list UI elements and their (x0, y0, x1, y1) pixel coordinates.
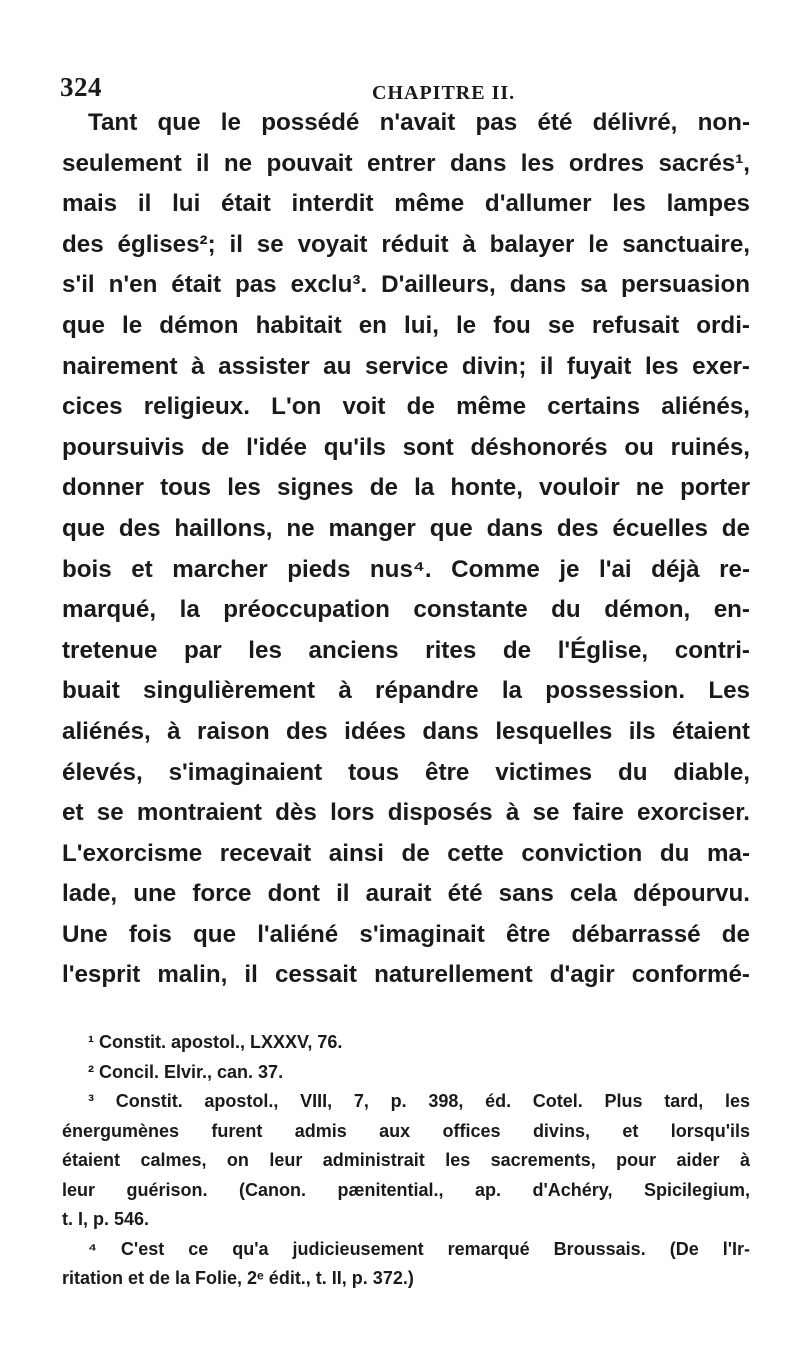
footnote-3-continued: énergumènes furent admis aux offices divins, et lorsqu'ils (62, 1120, 750, 1141)
body-line: L'exorcisme recevait ainsi de cette conviction du ma- (62, 839, 750, 867)
body-line: seulement il ne pouvait entrer dans les ordres sacrés¹, (62, 149, 750, 177)
footnote-3-continued: étaient calmes, on leur administrait les sacrements, pour aider à (62, 1150, 750, 1170)
body-line: nairement à assister au service divin; il fuyait les exer- (62, 352, 750, 380)
footnote-4-continued: ritation et de la Folie, 2ᵉ édit., t. II, p. 372.) (62, 1268, 414, 1288)
body-line: mais il lui était interdit même d'allumer les lampes (62, 190, 750, 218)
body-line: et se montraient dès lors disposés à se faire exorciser. (62, 799, 750, 827)
body-line: des églises²; il se voyait réduit à balayer le sanctuaire, (62, 230, 750, 258)
body-line: buait singulièrement à répandre la possession. Les (62, 677, 750, 705)
footnote-2: ² Concil. Elvir., can. 37. (88, 1061, 284, 1082)
body-line: Tant que le possédé n'avait pas été délivré, non- (88, 109, 750, 136)
body-line: l'esprit malin, il cessait naturellement d'agir conformé- (62, 961, 750, 989)
body-line: élevés, s'imaginaient tous être victimes du diable, (62, 758, 750, 786)
body-line: que des haillons, ne manger que dans des écuelles de (62, 514, 750, 542)
chapter-heading: CHAPITRE II. (372, 82, 516, 104)
body-line: bois et marcher pieds nus⁴. Comme je l'ai déjà re- (62, 555, 750, 583)
page-number: 324 (60, 72, 102, 102)
footnote-1: ¹ Constit. apostol., LXXXV, 76. (88, 1032, 343, 1052)
body-paragraph (62, 103, 750, 996)
body-line: Une fois que l'aliéné s'imaginait être débarrassé de (62, 920, 750, 948)
body-line: cices religieux. L'on voit de même certains aliénés, (62, 393, 750, 421)
body-line: s'il n'en était pas exclu³. D'ailleurs, dans sa persuasion (62, 271, 750, 299)
body-line: tretenue par les anciens rites de l'Église, contri- (62, 636, 750, 664)
body-line: aliénés, à raison des idées dans lesquelles ils étaient (62, 717, 750, 745)
footnote-4: ⁴ C'est ce qu'a judicieusement remarqué Broussais. (De l'Ir- (88, 1238, 750, 1259)
footnote-3-continued: t. I, p. 546. (62, 1209, 150, 1229)
body-line: lade, une force dont il aurait été sans cela dépourvu. (62, 880, 750, 908)
body-line: donner tous les signes de la honte, vouloir ne porter (62, 474, 750, 502)
body-line: poursuivis de l'idée qu'ils sont déshonorés ou ruinés, (62, 433, 750, 461)
footnote-3-continued: leur guérison. (Canon. pænitential., ap. d'Achéry, Spicilegium, (62, 1179, 750, 1200)
body-line: que le démon habitait en lui, le fou se refusait ordi- (62, 311, 750, 339)
body-line: marqué, la préoccupation constante du démon, en- (62, 596, 750, 624)
footnotes (62, 1028, 750, 1294)
footnote-3: ³ Constit. apostol., VIII, 7, p. 398, éd. Cotel. Plus tard, les (88, 1091, 750, 1111)
